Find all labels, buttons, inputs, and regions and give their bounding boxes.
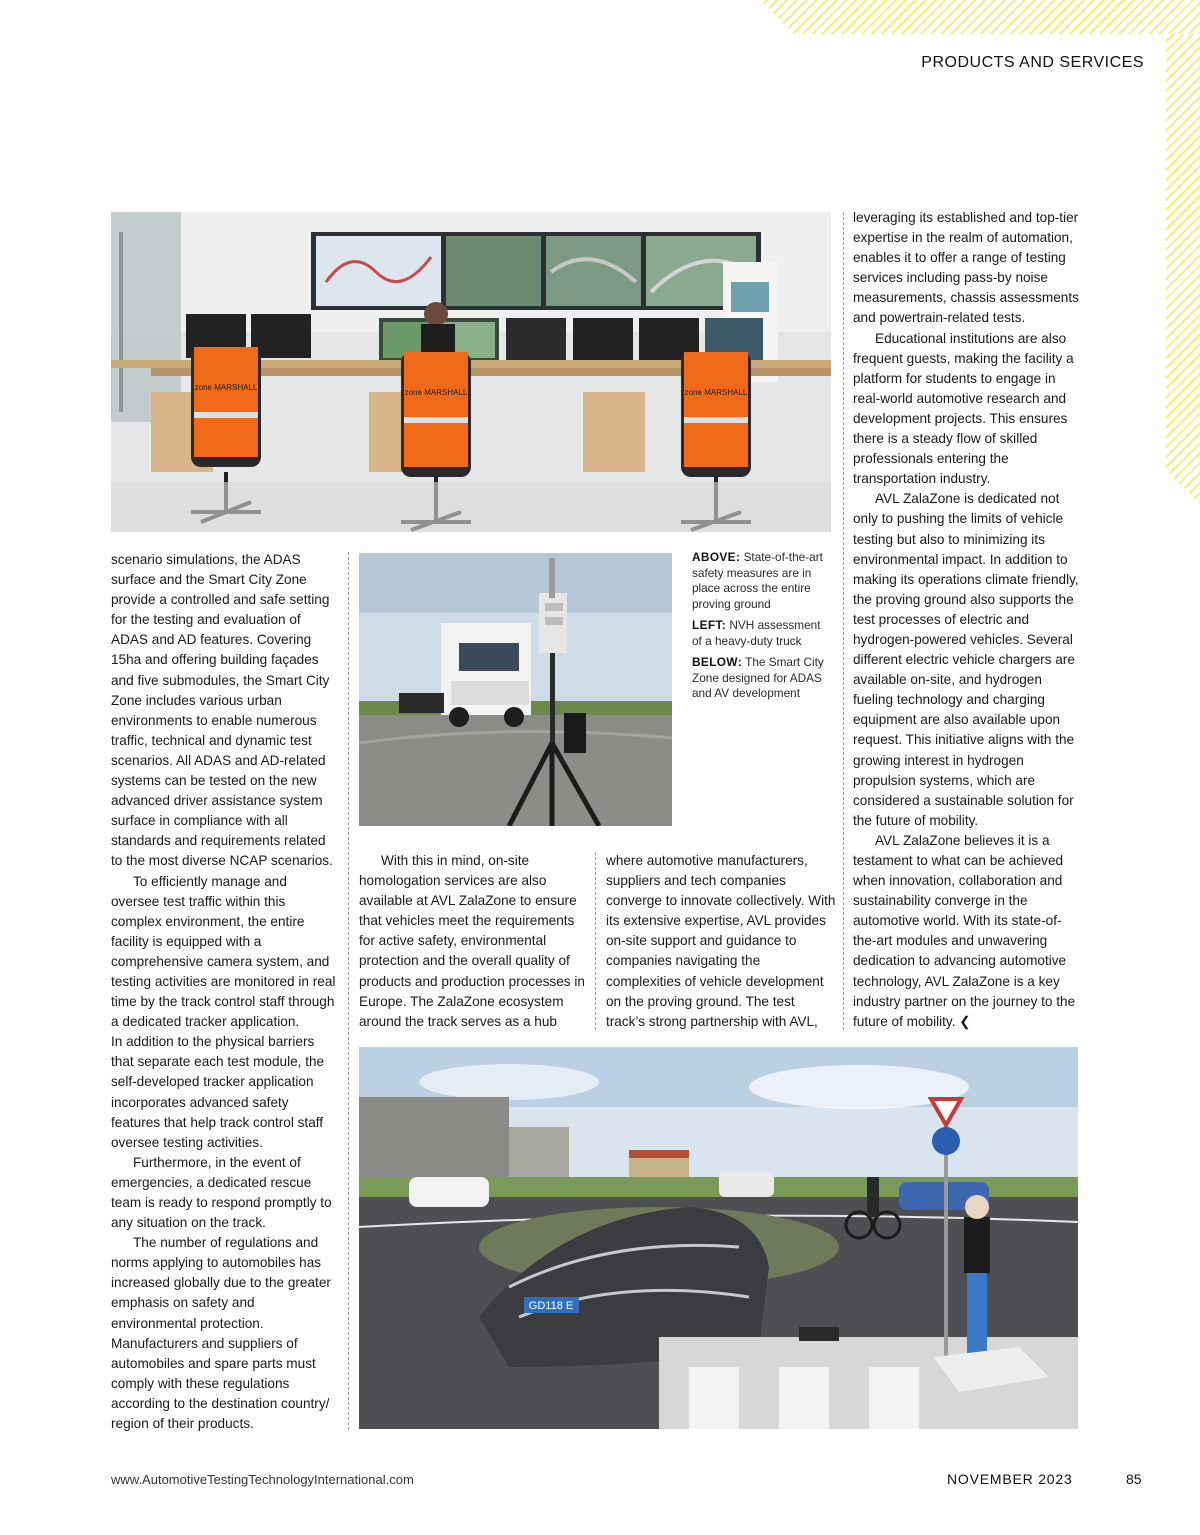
paragraph: The number of regulations and norms applying to automobiles has increased globally due to the greater emphasis on safety and environmental protection. Manufacturers and suppliers of automobiles and spare parts must comply with these regulations according to the destination country/ region of their products. — [111, 1235, 331, 1432]
control-room-photo — [111, 212, 831, 532]
vest-label-3: zone MARSHALL — [684, 388, 748, 397]
paragraph: AVL ZalaZone is dedicated not only to pushing the limits of vehicle testing but also to minimizing its environmental impact. In addition to making its operations climate friendly, the proving ground also supports the test processes of electric and hydrogen-powered vehicles. Several different electric vehicle chargers are available on-site, and hydrogen fueling technology and charging equipment are also available upon request. This initiative aligns with the growing interest in hydrogen propulsion systems, which are considered a sustainable solution for the future of mobility. — [853, 491, 1079, 828]
column-divider — [843, 212, 844, 1030]
paragraph: To efficiently manage and oversee test traffic within this complex environment, the entire facility is equipped with a comprehensive camera system, and testing activities are monitored in real time by the track control staff through a dedicated tracker application. — [111, 873, 336, 1030]
caption-left: LEFT: NVH assessment of a heavy-duty truck — [692, 618, 821, 648]
license-plate: GD118 E — [528, 1300, 574, 1312]
article-column-2 — [359, 851, 585, 1032]
section-label: PRODUCTS AND SERVICES — [921, 54, 1144, 71]
article-column-4 — [853, 208, 1079, 1032]
smart-city-photo — [359, 1047, 1078, 1429]
column-divider — [348, 552, 349, 1430]
article-column-1 — [111, 550, 339, 1434]
photo-captions — [692, 550, 832, 708]
article-column-3 — [606, 851, 836, 1032]
column-divider — [595, 852, 596, 1030]
paragraph: Educational institutions are also frequent guests, making the facility a platform for students to engage in real-world automotive research and development projects. This ensures there is a steady flow of skilled professionals entering the transportation industry. — [853, 330, 1074, 487]
caption-above: ABOVE: State-of-the-art safety measures are in place across the entire proving ground — [692, 550, 823, 611]
paragraph: Furthermore, in the event of emergencies, a dedicated rescue team is ready to respond promptly to any situation on the track. — [111, 1154, 332, 1231]
paragraph: leveraging its established and top-tier expertise in the realm of automation, enables it to offer a range of testing services including pass-by noise measurements, chassis assessments and powertrain-related tests. — [853, 210, 1079, 326]
caption-below: BELOW: The Smart City Zone designed for ADAS and AV development — [692, 655, 824, 700]
paragraph: AVL ZalaZone believes it is a testament to what can be achieved when innovation, collaboration and sustainability converge in the automotive world. With its state-of-the-art modules and unwavering dedication to advancing automotive technology, AVL ZalaZone is a key industry partner on the journey to the future of mobility. ❮ — [853, 832, 1076, 1029]
decorative-hatch-side — [1166, 34, 1200, 504]
decorative-hatch-top — [760, 0, 1200, 34]
paragraph: scenario simulations, the ADAS surface and the Smart City Zone provide a controlled and safe setting for the testing and evaluation of ADAS and AD features. Covering 15ha and offering building façades and five submodules, the Smart City Zone includes various urban environments to enable numerous traffic, technical and dynamic test scenarios. All ADAS and AD-related systems can be tested on the new advanced driver assistance system surface in compliance with all standards and requirements related to the most diverse NCAP scenarios. — [111, 552, 333, 869]
paragraph: With this in mind, on-site homologation services are also available at AVL ZalaZone to ensure that vehicles meet the requirements for active safety, environmental protection and the overall quality of products and production processes in Europe. The ZalaZone ecosystem around the track serves as a hub — [359, 853, 585, 1029]
paragraph: where automotive manufacturers, suppliers and tech companies converge to innovate collectively. With its extensive expertise, AVL provides on-site support and guidance to companies navigating the complexities of vehicle development on the proving ground. The test track’s strong partnership with AVL, — [606, 853, 836, 1029]
paragraph: In addition to the physical barriers that separate each test module, the self-developed tracker application incorporates advanced safety features that help track control staff oversee testing activities. — [111, 1034, 325, 1150]
vest-label-1: zone MARSHALL — [194, 383, 258, 392]
footer-page-number: 85 — [1126, 1471, 1142, 1487]
footer-website-url: www.AutomotiveTestingTechnologyInternational.com — [111, 1472, 414, 1487]
footer-issue-date: NOVEMBER 2023 — [947, 1471, 1073, 1487]
truck-nvh-photo — [359, 553, 672, 826]
vest-label-2: zone MARSHALL — [404, 388, 468, 397]
